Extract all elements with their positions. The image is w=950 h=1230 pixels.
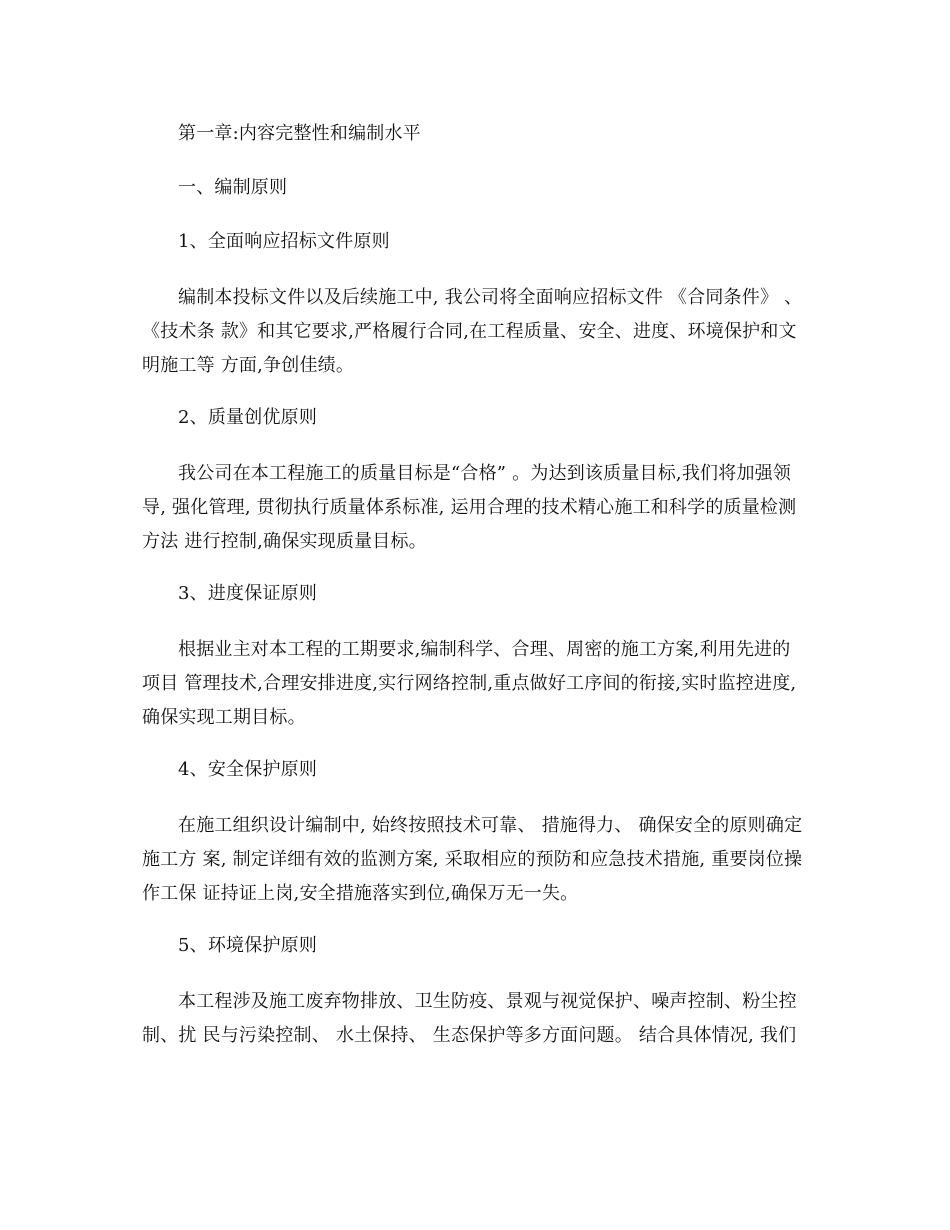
paragraph-line: 《技术条 款》和其它要求,严格履行合同,在工程质量、安全、进度、环境保护和文 — [142, 321, 797, 342]
paragraph-line: 编制本投标文件以及后续施工中, 我公司将全面响应招标文件 《合同条件》 、 — [178, 287, 803, 308]
paragraph-line: 明施工等 方面,争创佳绩。 — [142, 355, 355, 376]
paragraph-line: 作工保 证持证上岗,安全措施落实到位,确保万无一失。 — [142, 883, 579, 904]
paragraph-line: 在施工组织设计编制中, 始终按照技术可靠、 措施得力、 确保安全的原则确定 — [178, 815, 803, 836]
item-heading-5: 5、环境保护原则 — [178, 935, 318, 956]
item-heading-2: 2、质量创优原则 — [178, 407, 318, 428]
item-heading-4: 4、安全保护原则 — [178, 759, 318, 780]
paragraph-line: 施工方 案, 制定详细有效的监测方案, 采取相应的预防和应急技术措施, 重要岗位操 — [142, 849, 803, 870]
paragraph-line: 项目 管理技术,合理安排进度,实行网络控制,重点做好工序间的衔接,实时监控进度, — [142, 673, 797, 694]
section-heading: 一、编制原则 — [178, 177, 288, 198]
paragraph-line: 方法 进行控制,确保实现质量目标。 — [142, 531, 427, 552]
paragraph-line: 根据业主对本工程的工期要求,编制科学、合理、周密的施工方案,利用先进的 — [178, 639, 791, 660]
paragraph-line: 确保实现工期目标。 — [142, 707, 306, 728]
paragraph-line: 本工程涉及施工废弃物排放、卫生防疫、景观与视觉保护、噪声控制、粉尘控 — [178, 991, 797, 1012]
item-heading-1: 1、全面响应招标文件原则 — [178, 231, 390, 252]
chapter-title: 第一章:内容完整性和编制水平 — [178, 123, 421, 144]
paragraph-line: 导, 强化管理, 贯彻执行质量体系标准, 运用合理的技术精心施工和科学的质量检测 — [142, 497, 797, 518]
item-heading-3: 3、进度保证原则 — [178, 583, 318, 604]
paragraph-line: 制、扰 民与污染控制、 水土保持、 生态保护等多方面问题。 结合具体情况, 我们 — [142, 1025, 797, 1046]
paragraph-line: 我公司在本工程施工的质量目标是“合格” 。为达到该质量目标,我们将加强领 — [178, 463, 792, 484]
